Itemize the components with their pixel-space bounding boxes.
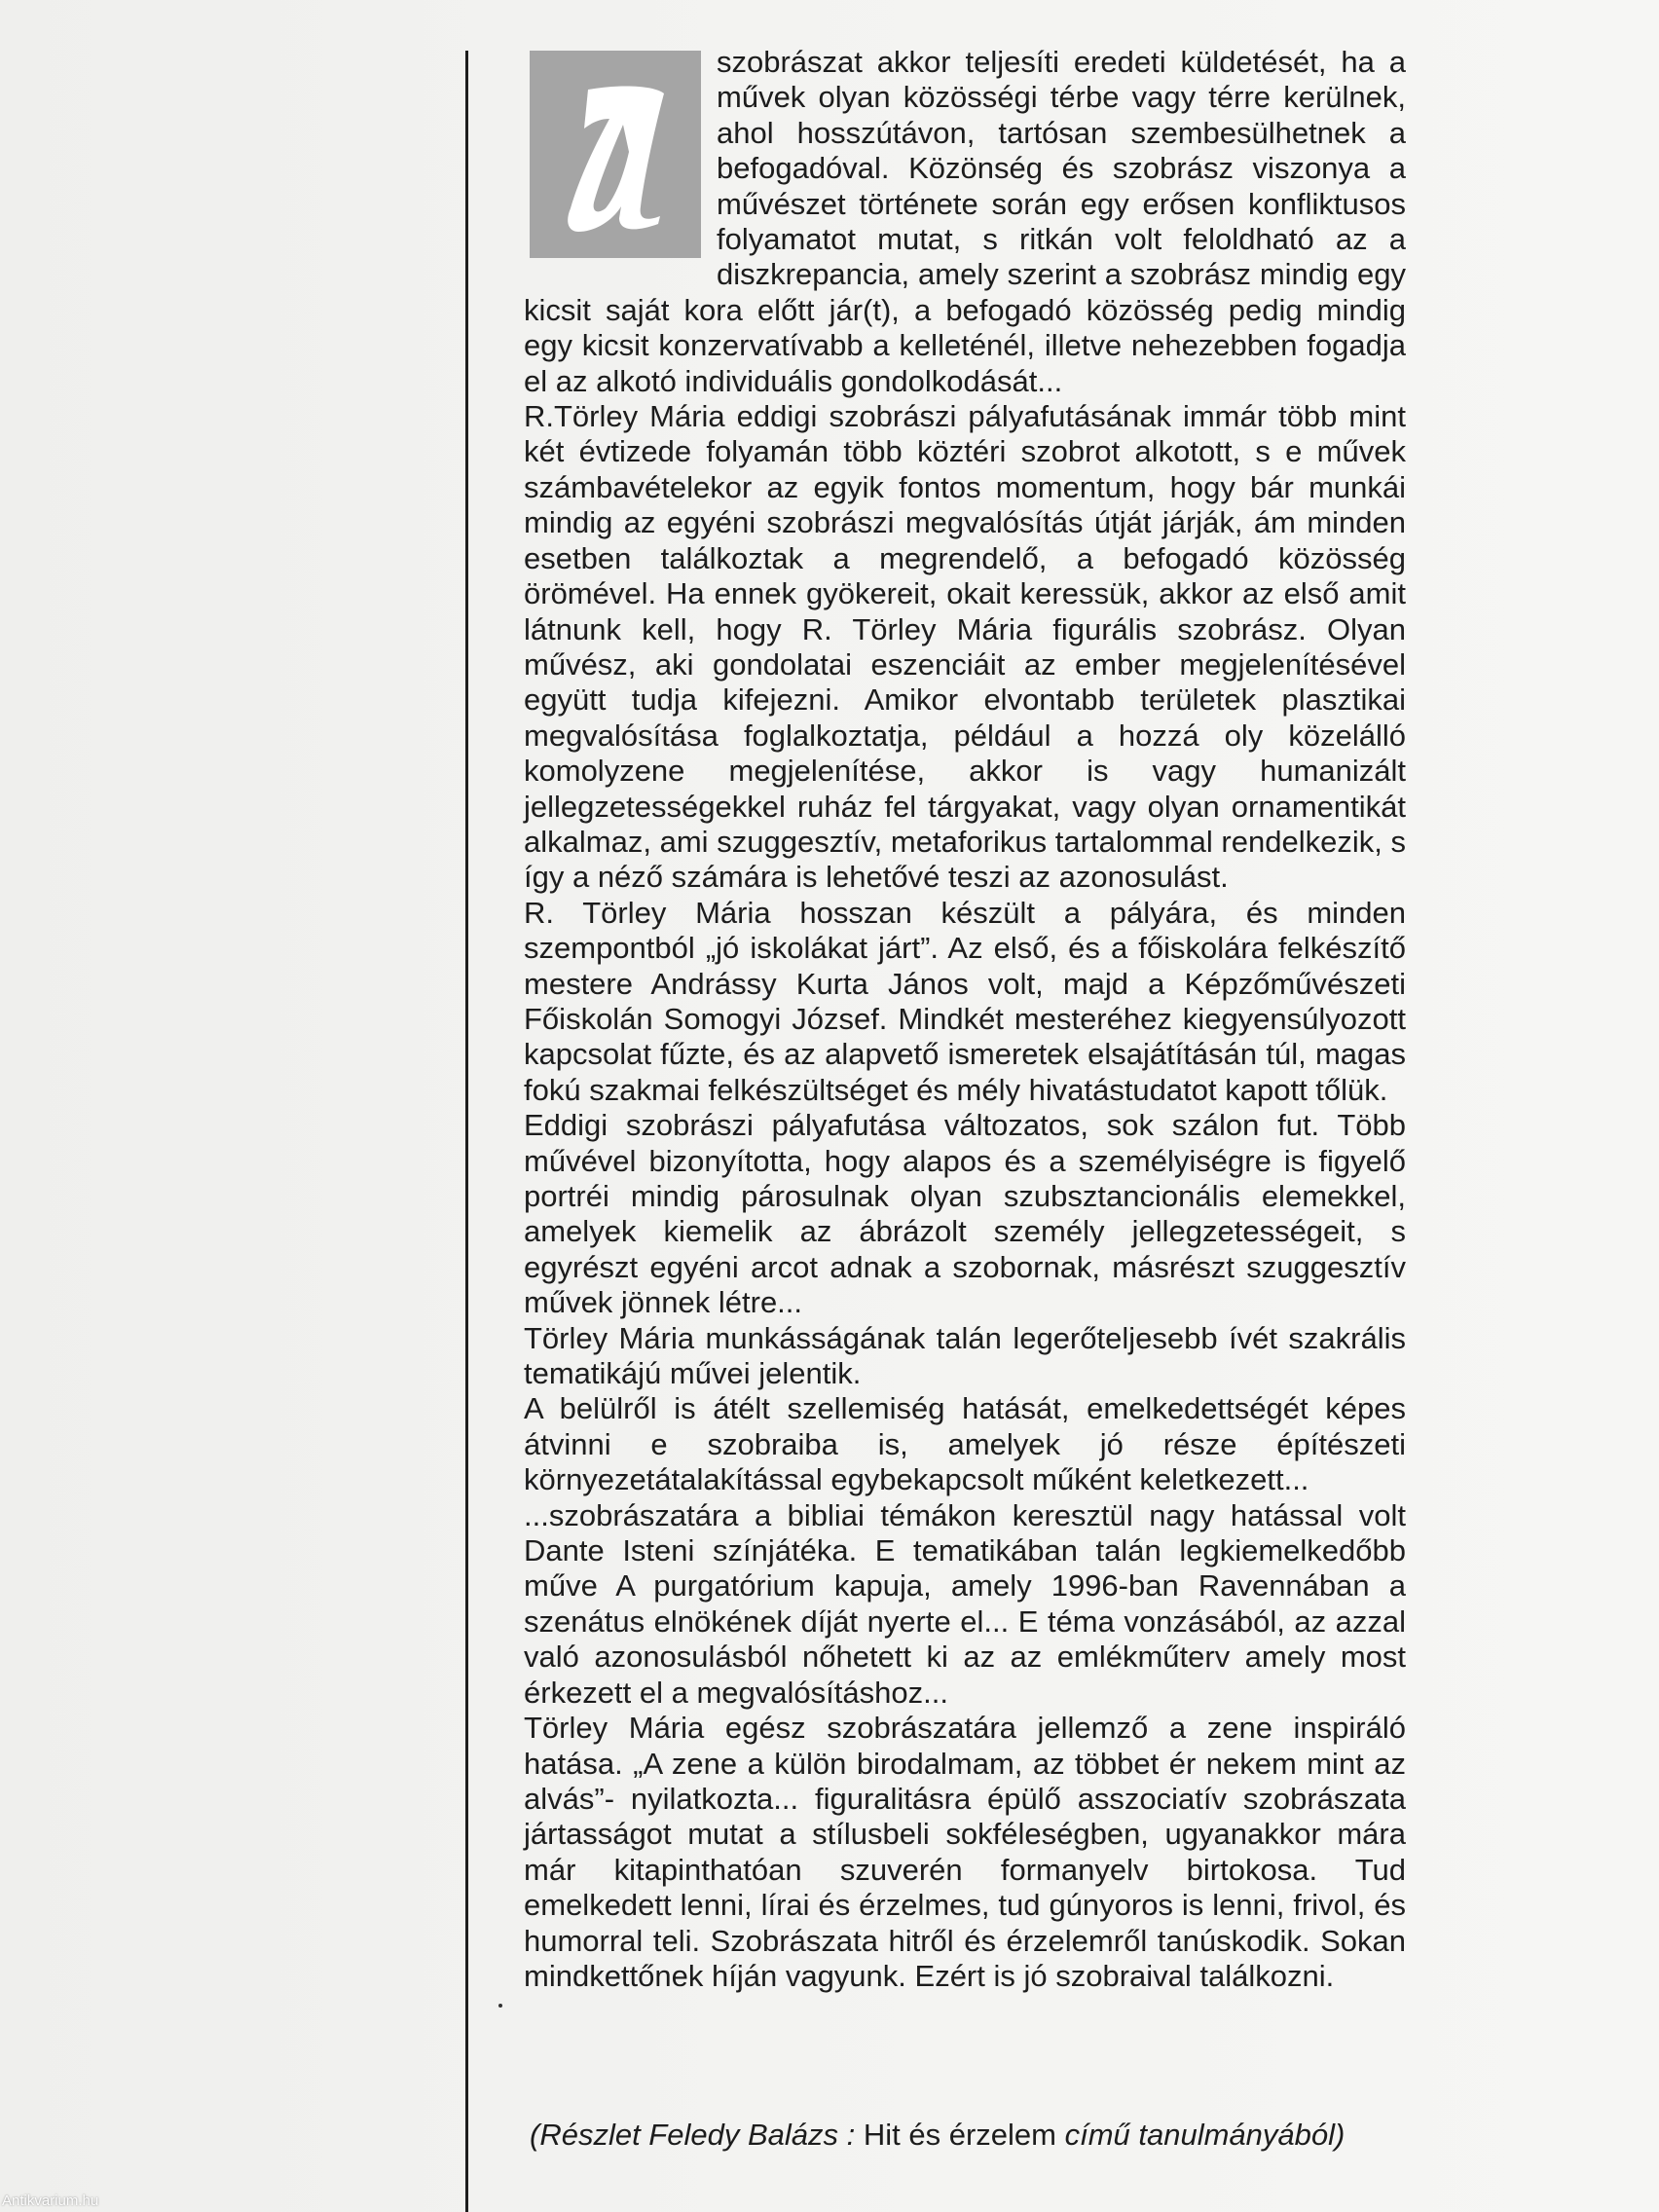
drop-cap-letter-icon <box>530 51 701 258</box>
paragraph-7: ...szobrászatára a bibliai témákon keresztül nagy hatással volt Dante Isteni színjátéka. E tematikában talán legkiemelkedőbb műve A purgatórium kapuja, amely 1996-ban Ravennában a szenátus elnökének díját nyerte el... E téma vonzásából, az azzal való azonosulásból nőhetett ki az az emlékműterv amely most érkezett el a megvalósításhoz... <box>524 1497 1406 1710</box>
paragraph-3: R. Törley Mária hosszan készült a pályára, és minden szempontból „jó iskolákat járt”. Az első, és a főiskolára felkészítő mestere Andrássy Kurta János volt, majd a Képzőművészeti Főiskolán Somogyi József. Mindkét mesteréhez kiegyensúlyozott kapcsolat fűzte, és az alapvető ismeretek elsajátításán túl, magas fokú szakmai felkészültséget és mély hivatástudatot kapott tőlük. <box>524 895 1406 1107</box>
watermark: Antikvarium.hu <box>2 2193 99 2209</box>
paragraph-5: Törley Mária munkásságának talán legerőteljesebb ívét szakrális tematikájú művei jelentik. <box>524 1320 1406 1391</box>
speck-mark <box>498 2004 502 2008</box>
article-body <box>524 45 1406 1994</box>
citation-title: Hit és érzelem <box>863 2118 1065 2152</box>
paragraph-2: R.Törley Mária eddigi szobrászi pályafutásának immár több mint két évtizede folyamán több köztéri szobrot alkotott, s e művek számbavételekor az egyik fontos momentum, hogy bár munkái mindig az egyéni szobrászi megvalósítás útját járják, ám minden esetben találkoztak a megrendelő, a befogadó közösség örömével. Ha ennek gyökereit, okait keressük, akkor az első amit látnunk kell, hogy R. Törley Mária figurális szobrász. Olyan művész, aki gondolatai eszenciáit az ember megjelenítésével együtt tudja kifejezni. Amikor elvontabb területek plasztikai megvalósítása foglalkoztatja, például a hozzá oly közelálló komolyzene megjelenítése, akkor is vagy humanizált jellegzetességekkel ruház fel tárgyakat, vagy olyan ornamentikát alkalmaz, ami szuggesztív, metaforikus tartalommal rendelkezik, s így a néző számára is lehetővé teszi az azonosulást. <box>524 399 1406 895</box>
paragraph-6: A belülről is átélt szellemiség hatását, emelkedettségét képes átvinni e szobraiba is, amelyek jó része építészeti környezetátalakítással egybekapcsolt műként keletkezett... <box>524 1391 1406 1497</box>
citation <box>530 2116 1406 2155</box>
paragraph-8: Törley Mária egész szobrászatára jellemző a zene inspiráló hatása. „A zene a külön birodalmam, az többet ér nekem mint az alvás”- nyilatkozta... figuralitásra épülő asszociatív szobrászata jártasságot mutat a stílusbeli sokféleségben, ugyanakkor mára már kitapinthatóan szuverén formanyelv birtokosa. Tud emelkedett lenni, lírai és érzelmes, tud gúnyoros is lenni, frivol, és humorral teli. Szobrászata hitről és érzelemről tanúskodik. Sokan mindkettőnek híján vagyunk. Ezért is jó szobraival találkozni. <box>524 1711 1406 1993</box>
paragraph-4: Eddigi szobrászi pályafutása változatos, sok szálon fut. Több művével bizonyította, hogy alapos és a személyiségre is figyelő portréi mindig párosulnak olyan szubsztancionális elemekkel, amelyek kiemelik az ábrázolt személy jellegzetességeit, s egyrészt egyéni arcot adnak a szobornak, másrészt szuggesztív művek jönnek létre... <box>524 1108 1406 1320</box>
vertical-rule <box>465 51 468 2212</box>
citation-prefix: (Részlet Feledy Balázs : <box>530 2118 864 2152</box>
drop-cap-initial <box>530 51 701 258</box>
citation-suffix: című tanulmányából) <box>1064 2118 1346 2152</box>
paragraph-1: szobrászat akkor teljesíti eredeti küldetését, ha a művek olyan közösségi térbe vagy térre kerülnek, ahol hosszútávon, tartósan szembesülhetnek a befogadóval. Közönség és szobrász viszonya a művészet története során egy erősen konfliktusos folyamatot mutat, s ritkán volt feloldható az a diszkrepancia, amely szerint a szobrász mindig egy kicsit saját kora előtt jár(t), a befogadó közösség pedig mindig egy kicsit konzervatívabb a kelleténél, illetve nehezebben fogadja el az alkotó individuális gondolkodását... <box>524 45 1406 398</box>
